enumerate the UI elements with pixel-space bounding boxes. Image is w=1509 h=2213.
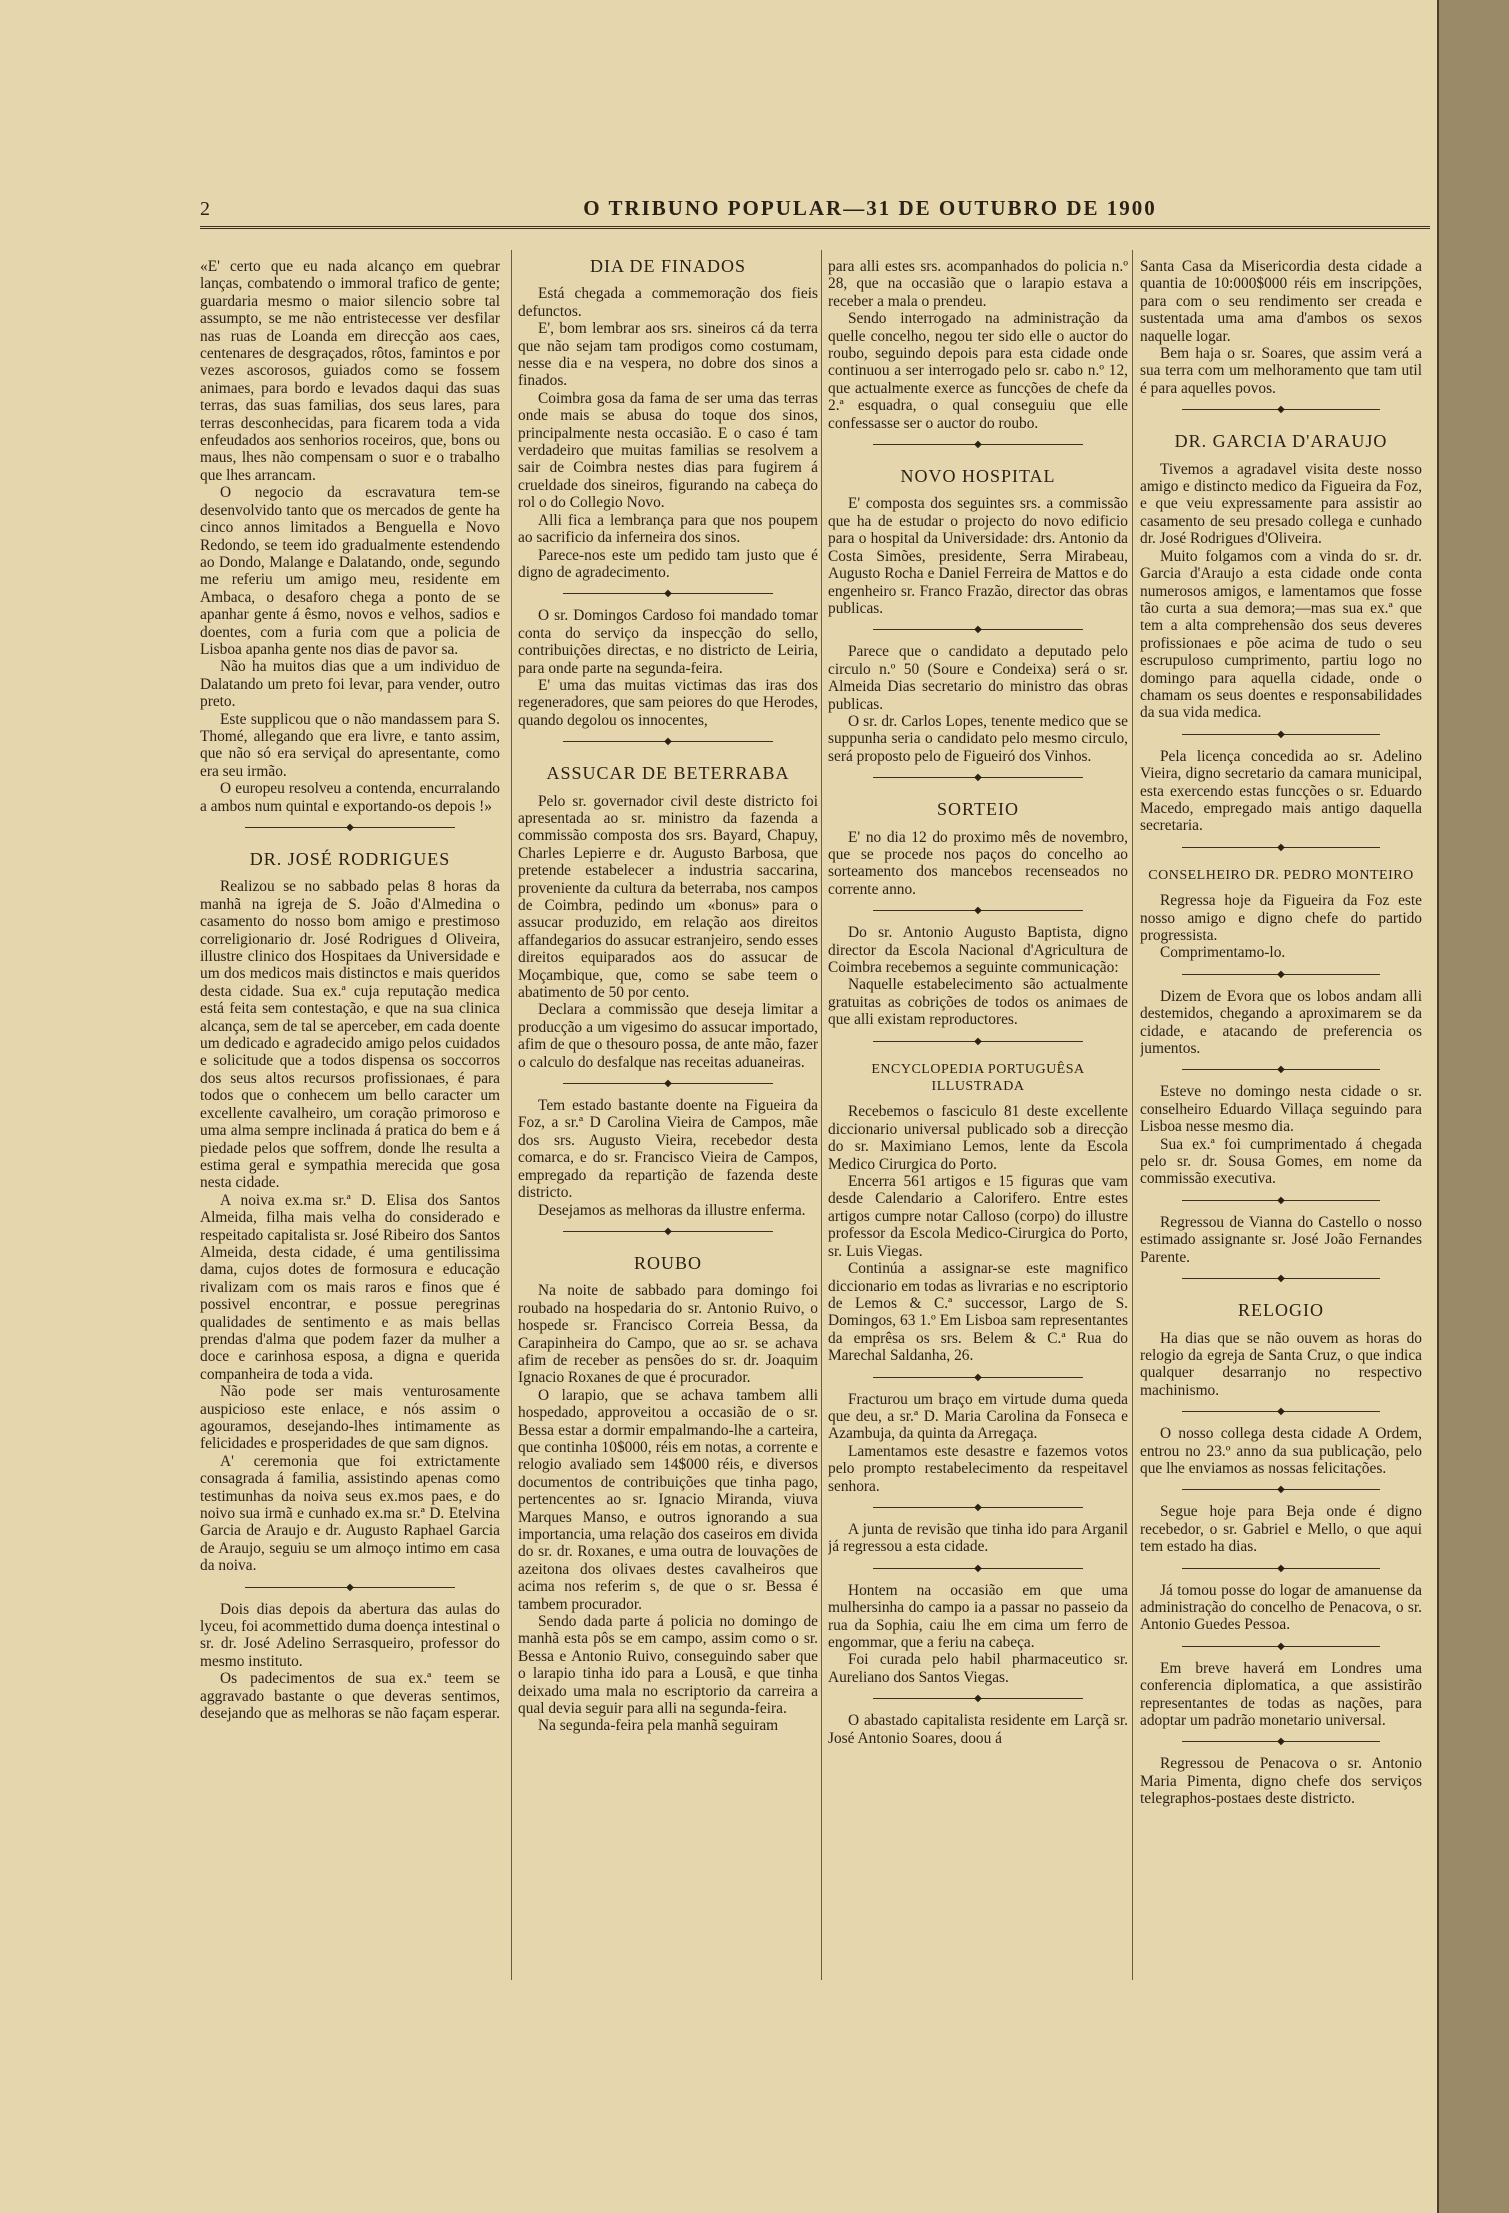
- article-paragraph: A' ceremonia que foi extrictamente consagrada á familia, assistindo apenas como testimunhas da noiva seus ex.mos paes, e do noivo sua irmã e cunhado ex.ma sr.ª D. Etelvina Garcia de Araujo e dr. Augusto Raphael Garcia de Araujo, seguiu se um almoço intimo em casa da noiva.: [200, 1452, 500, 1575]
- article-paragraph: Em breve haverá em Londres uma conferencia diplomatica, a que assistirão representantes de todas as nações, para adoptar um padrão monetario universal.: [1140, 1659, 1422, 1729]
- article-paragraph: O larapio, que se achava tambem alli hospedado, approveitou a occasião de o sr. Bessa estar a dormir empalmando-lhe a carteira, que continha 10$000, réis em notas, a corrente e relogio avaliado sem 14$000 réis, e diversos documentos de contribuições que tinha pago, pertencentes ao sr. Ignacio Miranda, viuva Marques Manso, e outros ignorando a sua importancia, uma relação dos caseiros em divida do sr. dr. Roxanes, e uma outra de louvações de azeitona dos olivaes destes cavalheiros que acima nos referim s, de que o sr. Bessa é tambem procurador.: [518, 1386, 818, 1613]
- section-separator: [1182, 843, 1379, 853]
- section-heading: DIA DE FINADOS: [589, 258, 746, 276]
- article-paragraph: Já tomou posse do logar de amanuense da administração do concelho de Penacova, o sr. Antonio Guedes Pessoa.: [1140, 1581, 1422, 1634]
- article-paragraph: Alli fica a lembrança para que nos poupem ao sacrificio da inferneira dos sinos.: [518, 511, 818, 547]
- article-paragraph: Pela licença concedida ao sr. Adelino Vieira, digno secretario da camara municipal, esta exercendo estas funcções o sr. Eduardo Macedo, empregado mais antigo daquella secretaria.: [1140, 747, 1422, 835]
- section-separator: [1182, 1737, 1379, 1747]
- section-separator: [1182, 1564, 1379, 1574]
- article-paragraph: Na noite de sabbado para domingo foi roubado na hospedaria do sr. Antonio Ruivo, o hospede sr. Francisco Correia Bessa, da Carapinheira do Campo, que ao sr. se achava afim de receber as pensões do sr. dr. Joaquim Ignacio Roxanes de que é procurador.: [518, 1282, 818, 1387]
- article-paragraph: Pelo sr. governador civil deste districto foi apresentada ao sr. ministro da fazenda a commissão composta dos srs. Bayard, Chapuy, Charles Lepierre e dr. Augusto Barbosa, que pretende estabelecer a industria saccarina, proveniente da cultura da beterraba, nos campos de Coimbra, pedindo um «bonus» para o assucar produzido, em relação aos direitos affandegarios do assucar estranjeiro, sendo esses direitos equiparados aos do assucar de Moçambique, que, como se sabe teem o abatimento de 50 por cento.: [518, 792, 818, 1002]
- article-paragraph: para alli estes srs. acompanhados do policia n.º 28, que na occasião que o larapio estava a receber a mala o prendeu.: [828, 258, 1128, 310]
- section-separator: [245, 1583, 455, 1593]
- article-paragraph: E' uma das muitas victimas das iras dos regeneradores, que sam peiores do que Herodes, quando degolou os innocentes,: [518, 676, 818, 729]
- section-separator: [1182, 1485, 1379, 1495]
- header-rule: [200, 226, 1430, 229]
- article-paragraph: Esteve no domingo nesta cidade o sr. conselheiro Eduardo Villaça seguindo para Lisboa nesse mesmo dia.: [1140, 1083, 1422, 1136]
- section-separator: [1182, 730, 1379, 740]
- section-separator: [873, 1503, 1083, 1513]
- article-paragraph: Continúa a assignar-se este magnifico diccionario em todas as livrarias e no escriptorio de Lemos & C.ª successor, Largo de S. Domingos, 63 1.º Em Lisboa sam representantes da emprêsa os srs. Belem & C.ª Rua do Marechal Saldanha, 26.: [828, 1260, 1128, 1365]
- article-paragraph: Está chegada a commemoração dos fieis defunctos.: [518, 285, 818, 320]
- column-1: [200, 258, 500, 1723]
- article-paragraph: Sendo dada parte á policia no domingo de manhã esta pôs se em campo, assim como o sr. Bessa e Antonio Ruivo, conseguindo saber que o larapio tinha ido para a Lousã, e que tinha deixado uma mala no escriptorio da carreira a qual devia seguir para alli na segunda-feira.: [518, 1613, 818, 1718]
- page-header: [200, 196, 1430, 220]
- article-paragraph: Realizou se no sabbado pelas 8 horas da manhã na igreja de S. João d'Almedina o casamento do nosso bom amigo e prestimoso correligionario dr. José Rodrigues d Oliveira, illustre clinico dos Hospitaes da Universidade e um dos medicos mais distinctos e mais queridos desta cidade. Sua ex.ª cuja reputação medica está feita sem contestação, e que na sua clinica alcança, sem de tal se aperceber, em cada doente um dedicado e agradecido amigo pelos cuidados e solicitude que a todos dispensa os soccorros dos seus altos recursos profissionaes, é para todos que o conhecem um bello caracter um excellente cavalheiro, um coração primoroso e uma alma sempre inclinada á pratica do bem e á piedade pelos que soffrem, donde lhe resulta a estima geral e sympathia merecida que gosa nesta cidade.: [200, 878, 500, 1192]
- section-heading: NOVO HOSPITAL: [900, 466, 1056, 487]
- column-4: [1140, 258, 1422, 1808]
- section-separator: [873, 440, 1083, 450]
- article-paragraph: O abastado capitalista residente em Larçã sr. José Antonio Soares, doou á: [828, 1712, 1128, 1747]
- article-paragraph: Parece-nos este um pedido tam justo que é digno de agradecimento.: [518, 546, 818, 581]
- article-paragraph: Recebemos o fasciculo 81 deste excellente diccionario universal publicado sob a direcção do sr. Maximiano Lemos, lente da Escola Medico Cirurgica do Porto.: [828, 1103, 1128, 1173]
- page-number: 2: [200, 198, 210, 220]
- column-3: [828, 258, 1128, 1747]
- article-paragraph: Dois dias depois da abertura das aulas do lyceu, foi acommettido duma doença intestinal o sr. dr. José Adelino Serrasqueiro, professor do mesmo instituto.: [200, 1600, 500, 1670]
- section-separator: [1182, 1196, 1379, 1206]
- section-heading: RELOGIO: [1238, 1300, 1324, 1321]
- article-paragraph: Na segunda-feira pela manhã seguiram: [538, 1717, 779, 1735]
- section-heading: DR. JOSÉ RODRIGUES: [249, 849, 451, 869]
- article-paragraph: Tivemos a agradavel visita deste nosso amigo e distincto medico da Figueira da Foz, e que veiu expressamente para assistir ao casamento de seu presado collega e cunhado dr. José Rodrigues d'Oliveira.: [1140, 460, 1422, 548]
- article-paragraph: O europeu resolveu a contenda, encurralando a ambos num quintal e exportando-os depois !»: [200, 780, 500, 815]
- section-separator: [1182, 1065, 1379, 1075]
- section-separator: [873, 1694, 1083, 1704]
- article-paragraph: Sua ex.ª foi cumprimentado á chegada pelo sr. dr. Sousa Gomes, em nome da commissão executiva.: [1140, 1135, 1422, 1188]
- article-paragraph: Fracturou um braço em virtude duma queda que deu, a sr.ª D. Maria Carolina da Fonseca e Azambuja, da quinta da Arregaça.: [828, 1390, 1128, 1443]
- article-paragraph: Declara a commissão que deseja limitar a producção a um vigesimo do assucar importado, afim de que o thesouro possa, de ante mão, fazer o calculo do desfalque nas receitas aduaneiras.: [518, 1001, 818, 1071]
- article-paragraph: A noiva ex.ma sr.ª D. Elisa dos Santos Almeida, filha mais velha do considerado e respeitado capitalista sr. José Ribeiro dos Santos Almeida, desta cidade, é uma gentilissima dama, cujos dotes de formosura e educação rivalizam com os mais raros e finos que é possivel encontrar, e possue peregrinas qualidades de sentimento e as mais bellas prendas d'alma que podem fazer da mulher a doce e carinhosa esposa, a digna e querida companheira de toda a vida.: [200, 1191, 500, 1383]
- article-paragraph: Segue hoje para Beja onde é digno recebedor, o sr. Gabriel e Mello, o que aqui tem estado ha dias.: [1140, 1503, 1422, 1556]
- article-paragraph: Santa Casa da Misericordia desta cidade a quantia de 10:000$000 réis em inscripções, para com o seu rendimento ser creada e sustentada uma ama d'ambos os sexos naquelle logar.: [1140, 258, 1422, 345]
- section-heading: SORTEIO: [937, 799, 1019, 820]
- section-separator: [1182, 405, 1379, 415]
- article-paragraph: O sr. dr. Carlos Lopes, tenente medico que se suppunha seria o candidato pelo mesmo circulo, será proposto pelo de Figueiró dos Vinhos.: [828, 712, 1128, 765]
- article-paragraph: Este supplicou que o não mandassem para S. Thomé, allegando que era livre, e tanto assim, que não só era serviçal do apresentante, como era seu irmão.: [200, 710, 500, 780]
- article-paragraph: Não ha muitos dias que a um individuo de Dalatando um preto foi levar, para vender, outro preto.: [200, 658, 500, 711]
- article-paragraph: E' composta dos seguintes srs. a commissão que ha de estudar o projecto do novo edificio para o hospital da Universidade: drs. Antonio da Costa Simões, presidente, Serra Mirabeau, Augusto Rocha e Daniel Ferreira de Mattos e do engenheiro sr. Franco Frazão, director das obras publicas.: [828, 495, 1128, 617]
- section-heading: DR. GARCIA D'ARAUJO: [1174, 431, 1388, 452]
- column-2: [518, 258, 818, 1735]
- masthead: O TRIBUNO POPULAR—31 DE OUTUBRO DE 1900: [583, 196, 1157, 220]
- section-separator: [245, 823, 455, 833]
- article-paragraph: O sr. Domingos Cardoso foi mandado tomar conta do serviço da inspecção do sello, contribuições directas, e no districto de Leiria, para onde parte na segunda-feira.: [518, 607, 818, 677]
- article-paragraph: Bem haja o sr. Soares, que assim verá a sua terra com um melhoramento que tam util é para aquelles povos.: [1140, 345, 1422, 397]
- article-paragraph: Lamentamos este desastre e fazemos votos pelo prompto restabelecimento da respeitavel senhora.: [828, 1442, 1128, 1495]
- article-paragraph: E' no dia 12 do proximo mês de novembro, que se procede nos paços do concelho ao sorteamento dos mancebos recenseados no corrente anno.: [828, 828, 1128, 898]
- section-separator: [873, 1564, 1083, 1574]
- adjacent-page-edge: [1437, 0, 1509, 2213]
- article-paragraph: E', bom lembrar aos srs. sineiros cá da terra que não sejam tam prodigos como costumam, nesse dia e na vespera, no dobre dos sinos a finados.: [518, 320, 818, 390]
- article-paragraph: Regressou de Penacova o sr. Antonio Maria Pimenta, digno chefe dos serviços telegraphos-postaes deste districto.: [1140, 1755, 1422, 1808]
- section-separator: [1182, 1407, 1379, 1417]
- section-separator: [1182, 970, 1379, 980]
- article-paragraph: Parece que o candidato a deputado pelo circulo n.º 50 (Soure e Condeixa) será o sr. Almeida Dias secretario do ministro das obras publicas.: [828, 643, 1128, 713]
- section-heading: ENCYCLOPEDIA PORTUGUÊSA ILLUSTRADA: [871, 1061, 1085, 1095]
- section-separator: [1182, 1642, 1379, 1652]
- column-rule: [1132, 250, 1133, 1980]
- article-paragraph: Naquelle estabelecimento são actualmente gratuitas as cobrições de todos os animaes de que alli existam reproductores.: [828, 976, 1128, 1029]
- section-heading: ASSUCAR DE BETERRABA: [546, 763, 790, 784]
- article-paragraph: Dizem de Evora que os lobos andam alli destemidos, chegando a aproximarem se da cidade, e atacando de preferencia os jumentos.: [1140, 987, 1422, 1058]
- article-paragraph: Ha dias que se não ouvem as horas do relogio da egreja de Santa Cruz, o que indica qualquer desarranjo no respectivo machinismo.: [1140, 1329, 1422, 1399]
- section-heading: CONSELHEIRO DR. PEDRO MONTEIRO: [1148, 867, 1414, 883]
- article-paragraph: Tem estado bastante doente na Figueira da Foz, a sr.ª D Carolina Vieira de Campos, mãe dos srs. Augusto Vieira, recebedor desta comarca, e do sr. Francisco Vieira de Campos, empregado da repartição de fazenda deste districto.: [518, 1097, 818, 1202]
- section-separator: [563, 1227, 773, 1237]
- section-separator: [873, 1373, 1083, 1383]
- article-paragraph: O negocio da escravatura tem-se desenvolvido tanto que os mercados de gente ha cinco annos limitados a Benguella e Novo Redondo, se teem ido gradualmente estendendo ao Dondo, Malange e Dalatando, onde, segundo me referiu um amigo meu, residente em Ambaca, o desaforo chega a ponto de se apanhar gente á êsmo, novos e velhos, sadios e doentes, com a furia com que a policia de Lisboa apanha gente nos dias de pavor sa.: [200, 484, 500, 658]
- section-heading: ROUBO: [633, 1252, 702, 1273]
- section-separator: [563, 589, 773, 599]
- article-paragraph: Do sr. Antonio Augusto Baptista, digno director da Escola Nacional d'Agricultura de Coimbra recebemos a seguinte communicação:: [828, 924, 1128, 976]
- article-paragraph: Os padecimentos de sua ex.ª teem se aggravado bastante o que deveras sentimos, desejando que as melhoras se não façam esperar.: [200, 1670, 500, 1723]
- section-separator: [873, 1037, 1083, 1047]
- article-paragraph: «E' certo que eu nada alcanço em quebrar lanças, combatendo o immoral trafico de gente; guardaria mesmo o maior silencio sobre tal assumpto, se me não entristecesse ver desfilar nas ruas de Loanda em direcção aos caes, centenares de desgraçados, rôtos, famintos e por vezes ascorosos, guiados como se fossem animaes, para bordo e levados daqui das suas terras, das suas familias, dos seus lares, para terras desconhecidas, para ficarem toda a vida enfeudados aos senhorios roceiros, que, bons ou maus, lhes não compensam o suor e o trabalho que lhes arrancam.: [200, 258, 500, 484]
- article-paragraph: Desejamos as melhoras da illustre enferma.: [538, 1201, 806, 1219]
- section-separator: [563, 737, 773, 747]
- article-paragraph: Não pode ser mais venturosamente auspicioso este enlace, e nós assim o agouramos, desejando-lhes intimamente as felicidades e prosperidades de que sam dignos.: [200, 1383, 500, 1453]
- article-paragraph: Sendo interrogado na administração da quelle concelho, negou ter sido elle o auctor do roubo, seguindo depois para esta cidade onde continuou a ser interrogado pelo sr. cabo n.º 12, que actualmente exerce as funcções de chefe da 2.ª esquadra, o qual conseguiu que elle confessasse ser o auctor do roubo.: [828, 310, 1128, 432]
- section-separator: [873, 625, 1083, 635]
- article-paragraph: Foi curada pelo habil pharmaceutico sr. Aureliano dos Santos Viegas.: [828, 1651, 1128, 1686]
- section-separator: [563, 1079, 773, 1089]
- article-paragraph: Regressa hoje da Figueira da Foz este nosso amigo e digno chefe do partido progressista.: [1140, 892, 1422, 944]
- section-separator: [873, 773, 1083, 783]
- article-paragraph: Encerra 561 artigos e 15 figuras que vam desde Calendario a Calorifero. Entre estes artigos cumpre notar Calloso (corpo) do illustre professor da Escola Medico-Cirurgica do Porto, sr. Luis Viegas.: [828, 1173, 1128, 1260]
- article-paragraph: Muito folgamos com a vinda do sr. dr. Garcia d'Araujo a esta cidade onde conta numerosos amigos, e lamentamos que fosse tão curta a sua demora;—mas sua ex.ª que tem a alta comprehensão dos seus deveres profissionaes e põe acima de tudo o seu escrupuloso cumprimento, partiu logo no domingo para aquella cidade, onde o chamam os seus doentes e responsabilidades da sua vida medica.: [1140, 547, 1422, 722]
- article-paragraph: A junta de revisão que tinha ido para Arganil já regressou a esta cidade.: [828, 1520, 1128, 1556]
- column-rule: [821, 250, 822, 1980]
- section-separator: [873, 906, 1083, 916]
- article-paragraph: O nosso collega desta cidade A Ordem, entrou no 23.º anno da sua publicação, pelo que lhe enviamos as nossas felicitações.: [1140, 1425, 1422, 1477]
- article-paragraph: Comprimentamo-lo.: [1160, 944, 1286, 962]
- article-paragraph: Coimbra gosa da fama de ser uma das terras onde mais se abusa do toque dos sinos, principalmente nesta occasião. E o caso é tam verdadeiro que muitas familias se resolvem a sair de Coimbra nestes dias para fugirem á crueldade dos sineiros, figurando na cabeça do rol o do Collegio Novo.: [518, 389, 818, 512]
- section-separator: [1182, 1274, 1379, 1284]
- article-paragraph: Hontem na occasião em que uma mulhersinha do campo ia a passar no passeio da rua da Sophia, caiu lhe em cima um ferro de engommar, que a feriu na cabeça.: [828, 1581, 1128, 1651]
- column-rule: [511, 250, 512, 1980]
- article-paragraph: Regressou de Vianna do Castello o nosso estimado assignante sr. José João Fernandes Parente.: [1140, 1213, 1422, 1266]
